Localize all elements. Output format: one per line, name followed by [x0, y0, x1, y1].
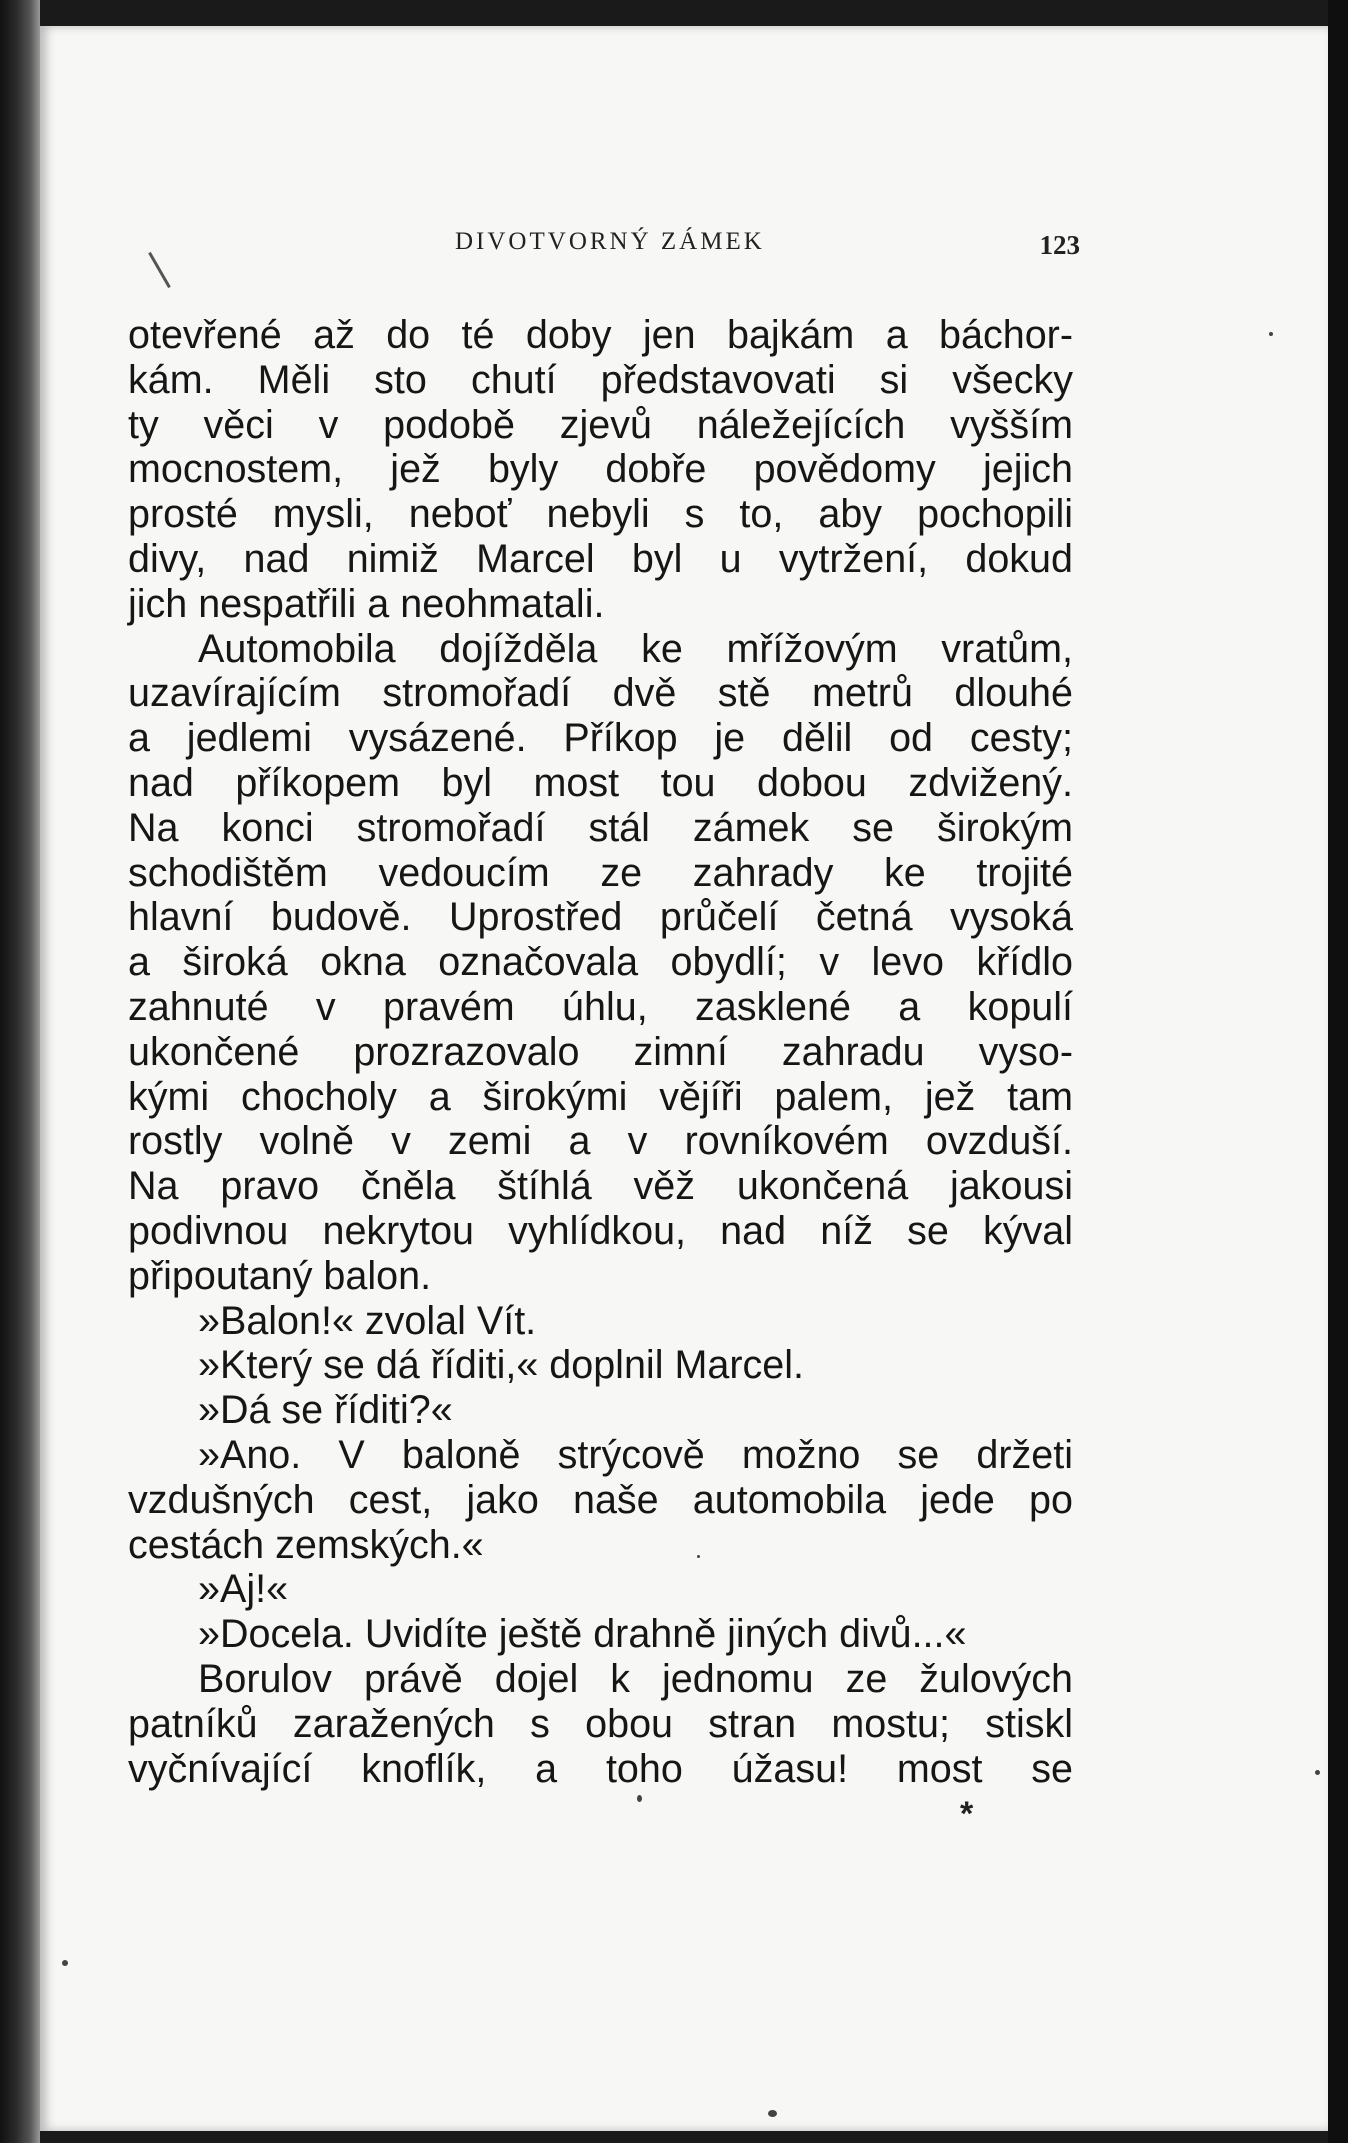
dust-speck	[62, 1960, 68, 1966]
dust-speck	[637, 1795, 642, 1802]
book-gutter-shadow	[0, 0, 40, 2143]
text-line: a jedlemi vysázené. Příkop je dělil od cesty;	[128, 716, 1073, 761]
text-line: ukončené prozrazovalo zimní zahradu vyso-	[128, 1029, 1073, 1074]
text-line: schodištěm vedoucím ze zahrady ke trojité	[128, 850, 1073, 895]
text-line: Na pravo čněla štíhlá věž ukončená jakousi	[128, 1164, 1073, 1209]
text-line: otevřené až do té doby jen bajkám a báchor-	[128, 313, 1073, 357]
text-line: jich nespatřili a neohmatali.	[128, 581, 605, 626]
text-line: prosté mysli, neboť nebyli s to, aby pochopili	[128, 492, 1073, 537]
text-line: divy, nad nimiž Marcel byl u vytržení, dokud	[128, 536, 1073, 581]
text-line: »Dá se říditi?«	[198, 1388, 453, 1433]
text-line: »Ano. V baloně strýcově možno se držeti	[198, 1432, 1073, 1477]
text-line: »Který se dá říditi,« doplnil Marcel.	[198, 1343, 804, 1388]
text-line: připoutaný balon.	[128, 1253, 432, 1298]
text-line: »Balon!« zvolal Vít.	[198, 1298, 537, 1343]
body-text	[128, 313, 1073, 1791]
text-line: hlavní budově. Uprostřed průčelí četná vysoká	[128, 895, 1073, 940]
text-line: kám. Měli sto chutí představovati si všecky	[128, 357, 1073, 402]
text-line: Na konci stromořadí stál zámek se širokým	[128, 805, 1073, 850]
text-line: nad příkopem byl most tou dobou zdvižený.	[128, 760, 1073, 805]
text-line: zahnuté v pravém úhlu, zasklené a kopulí	[128, 984, 1073, 1029]
text-line: cestách zemských.«	[128, 1522, 484, 1567]
text-line: rostly volně v zemi a v rovníkovém ovzduší.	[128, 1119, 1073, 1164]
scan-right-border	[1328, 0, 1348, 2143]
text-line: kými chocholy a širokými vějíři palem, jež tam	[128, 1074, 1073, 1119]
dust-speck	[697, 1555, 700, 1558]
text-line: ty věci v podobě zjevů náležejících vyšším	[128, 402, 1073, 447]
page-number: 123	[1039, 230, 1080, 260]
text-line: »Aj!«	[198, 1567, 289, 1612]
dust-speck	[768, 2110, 777, 2117]
signature-mark: *	[960, 1795, 974, 1833]
dust-speck	[1269, 332, 1273, 336]
text-line: podivnou nekrytou vyhlídkou, nad níž se kýval	[128, 1208, 1073, 1253]
text-line: Automobila dojížděla ke mřížovým vratům,	[198, 626, 1073, 671]
dust-speck	[1315, 1770, 1320, 1775]
text-line: a široká okna označovala obydlí; v levo křídlo	[128, 940, 1073, 985]
page-header	[130, 228, 1080, 268]
text-line: Borulov právě dojel k jednomu ze žulových	[198, 1656, 1073, 1701]
text-line: vzdušných cest, jako naše automobila jede po	[128, 1477, 1073, 1522]
text-line: »Docela. Uvidíte ještě drahně jiných divů...«	[198, 1612, 967, 1657]
text-line: uzavírajícím stromořadí dvě stě metrů dlouhé	[128, 671, 1073, 716]
text-line: vyčnívající knoflík, a toho úžasu! most se	[128, 1746, 1073, 1791]
text-line: mocnostem, jež byly dobře povědomy jejich	[128, 447, 1073, 492]
text-line: patníků zaražených s obou stran mostu; stiskl	[128, 1701, 1073, 1746]
running-head: DIVOTVORNÝ ZÁMEK	[455, 228, 765, 255]
